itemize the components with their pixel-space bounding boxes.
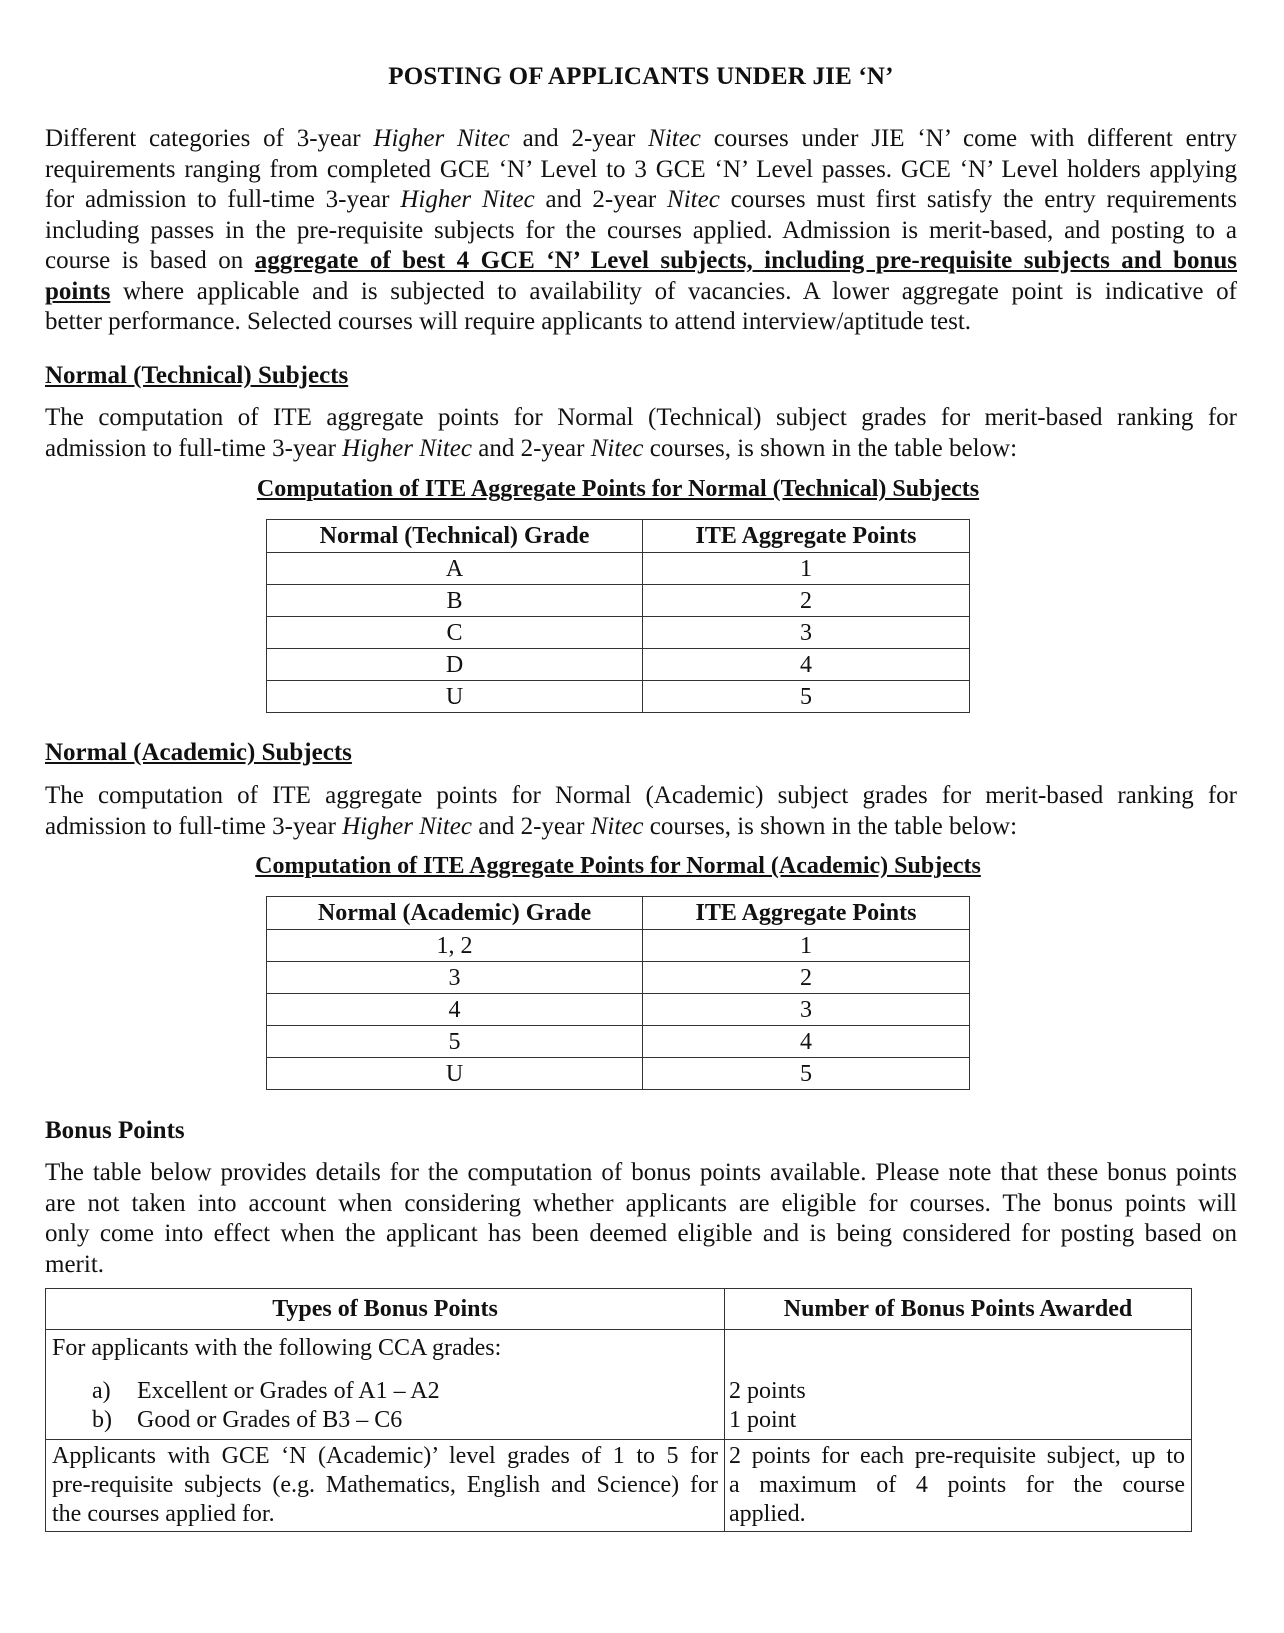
text-segment: Higher Nitec [342, 434, 472, 462]
cca-points-value: 1 point [729, 1407, 797, 1433]
paragraph-line [45, 403, 1237, 434]
academic-paragraph [45, 781, 1237, 842]
technical-grade-table [266, 519, 970, 713]
points-cell: 5 [643, 681, 970, 713]
text-segment: and 2-year [534, 186, 668, 213]
cca-points-value: 2 points [729, 1378, 806, 1404]
table-row [267, 994, 970, 1026]
bonus-heading: Bonus Points [45, 1117, 185, 1144]
text-segment: Higher Nitec [373, 125, 510, 152]
grade-column-header: Normal (Academic) Grade [267, 897, 643, 930]
grade-cell: C [267, 617, 643, 649]
text-segment: requirements ranging from completed GCE ‘N’ Level to 3 GCE ‘N’ Level passes. GCE ‘N’ Level holders applying [45, 155, 1237, 183]
paragraph-line [45, 1189, 1237, 1220]
grade-cell: A [267, 553, 643, 585]
cca-points-cell [725, 1330, 1192, 1440]
gce-points-line: a maximum of 4 points for the course [729, 1472, 1185, 1498]
grade-cell: B [267, 585, 643, 617]
paragraph-line [45, 246, 1237, 277]
paragraph-line [45, 216, 1237, 247]
text-segment: The table below provides details for the computation of bonus points available. Please note that these bonus points [45, 1159, 1237, 1186]
text-segment: Nitec [590, 434, 644, 462]
list-item-text: Good or Grades of B3 – C6 [137, 1407, 403, 1433]
technical-table-caption: Computation of ITE Aggregate Points for Normal (Technical) Subjects [256, 476, 980, 502]
gce-text-line: pre-requisite subjects (e.g. Mathematics, English and Science) for [52, 1472, 718, 1498]
paragraph-line [45, 185, 1237, 216]
points-cell: 1 [643, 930, 970, 962]
text-segment: Different categories of 3-year [45, 125, 374, 152]
table-row [46, 1330, 1192, 1440]
text-segment: courses, is shown in the table below: [643, 434, 1018, 462]
paragraph-line [45, 781, 1237, 812]
paragraph-line [45, 812, 1237, 843]
table-row [267, 681, 970, 713]
table-row [267, 930, 970, 962]
list-item [52, 1406, 718, 1435]
text-segment: courses must first satisfy the entry requirements [719, 186, 1237, 213]
table-row [267, 962, 970, 994]
bonus-awarded-header: Number of Bonus Points Awarded [725, 1289, 1192, 1330]
table-header-row [267, 897, 970, 930]
table-header-row [46, 1289, 1192, 1330]
technical-paragraph [45, 403, 1237, 464]
text-segment: course is based on [45, 247, 255, 274]
gce-text-line: Applicants with GCE ‘N (Academic)’ level grades of 1 to 5 for [52, 1443, 718, 1469]
text-segment: Nitec [590, 812, 644, 840]
list-item-text: Excellent or Grades of A1 – A2 [137, 1378, 440, 1404]
paragraph-line [45, 307, 1237, 338]
text-segment: where applicable and is subjected to availability of vacancies. A lower aggregate point is indicative of [110, 277, 1237, 305]
text-segment: The computation of ITE aggregate points for Normal (Technical) subject grades for merit-based ranking for [45, 404, 1237, 431]
text-segment: and 2-year [472, 434, 591, 462]
table-row [267, 649, 970, 681]
bonus-type-header: Types of Bonus Points [46, 1289, 725, 1330]
text-segment: The computation of ITE aggregate points for Normal (Academic) subject grades for merit-based ranking for [45, 782, 1237, 809]
cca-intro: For applicants with the following CCA grades: [52, 1335, 502, 1361]
points-cell: 2 [643, 962, 970, 994]
cca-type-cell [46, 1330, 725, 1440]
gce-text-line: the courses applied for. [52, 1501, 275, 1527]
text-segment: Nitec [648, 125, 701, 152]
gce-type-cell [46, 1440, 725, 1532]
table-row [267, 553, 970, 585]
grade-cell: 5 [267, 1026, 643, 1058]
text-segment: admission to full-time 3-year [45, 812, 343, 840]
gce-points-line: 2 points for each pre-requisite subject, up to [729, 1443, 1185, 1469]
table-row [46, 1440, 1192, 1532]
paragraph-line [45, 1158, 1237, 1189]
text-segment: only come into effect when the applicant has been deemed eligible and is being considered for posting based on [45, 1220, 1237, 1247]
list-item [52, 1377, 718, 1406]
points-cell: 3 [643, 617, 970, 649]
technical-heading: Normal (Technical) Subjects [45, 362, 349, 389]
table-row [267, 585, 970, 617]
gce-points-cell [725, 1440, 1192, 1532]
text-segment: courses, is shown in the table below: [643, 812, 1018, 840]
paragraph-line [45, 434, 1237, 465]
points-cell: 3 [643, 994, 970, 1026]
bonus-paragraph [45, 1158, 1237, 1280]
text-segment: courses under JIE ‘N’ come with different entry [700, 125, 1237, 152]
grade-cell: D [267, 649, 643, 681]
grade-cell: U [267, 681, 643, 713]
gce-points-line: applied. [729, 1501, 806, 1527]
text-segment: points [45, 277, 111, 305]
academic-table-caption: Computation of ITE Aggregate Points for Normal (Academic) Subjects [255, 853, 981, 879]
grade-column-header: Normal (Technical) Grade [267, 520, 643, 553]
table-row [267, 1026, 970, 1058]
points-column-header: ITE Aggregate Points [643, 897, 970, 930]
table-header-row [267, 520, 970, 553]
grade-cell: 3 [267, 962, 643, 994]
text-segment: merit. [45, 1250, 105, 1278]
text-segment: and 2-year [472, 812, 591, 840]
text-segment: aggregate of best 4 GCE ‘N’ Level subjects, including pre-requisite subjects and bonus [254, 247, 1238, 274]
page-title: POSTING OF APPLICANTS UNDER JIE ‘N’ [388, 63, 894, 90]
text-segment: Higher Nitec [400, 186, 535, 213]
paragraph-line [45, 124, 1237, 155]
text-segment: and 2-year [509, 125, 649, 152]
text-segment: are not taken into account when considering whether applicants are eligible for courses. The bonus points will [45, 1189, 1237, 1217]
text-segment: better performance. Selected courses will require applicants to attend interview/aptitude test. [45, 308, 972, 335]
points-column-header: ITE Aggregate Points [643, 520, 970, 553]
points-cell: 4 [643, 649, 970, 681]
academic-heading: Normal (Academic) Subjects [45, 739, 352, 766]
bonus-points-table [45, 1288, 1192, 1532]
list-item-label: a) [92, 1378, 111, 1404]
grade-cell: 4 [267, 994, 643, 1026]
text-segment: Nitec [667, 186, 720, 213]
points-cell: 5 [643, 1058, 970, 1090]
table-row [267, 1058, 970, 1090]
academic-grade-table [266, 896, 970, 1090]
text-segment: including passes in the pre-requisite subjects for the courses applied. Admission is merit-based, and posting to a [45, 216, 1237, 244]
text-segment: for admission to full-time 3-year [45, 186, 401, 213]
text-segment: admission to full-time 3-year [45, 434, 343, 462]
list-item-label: b) [92, 1407, 112, 1433]
text-segment: Higher Nitec [342, 812, 472, 840]
points-cell: 4 [643, 1026, 970, 1058]
table-row [267, 617, 970, 649]
paragraph-line [45, 1250, 1237, 1281]
paragraph-line [45, 155, 1237, 186]
points-cell: 1 [643, 553, 970, 585]
paragraph-line [45, 277, 1237, 308]
points-cell: 2 [643, 585, 970, 617]
grade-cell: U [267, 1058, 643, 1090]
intro-paragraph [45, 124, 1237, 338]
paragraph-line [45, 1219, 1237, 1250]
grade-cell: 1, 2 [267, 930, 643, 962]
